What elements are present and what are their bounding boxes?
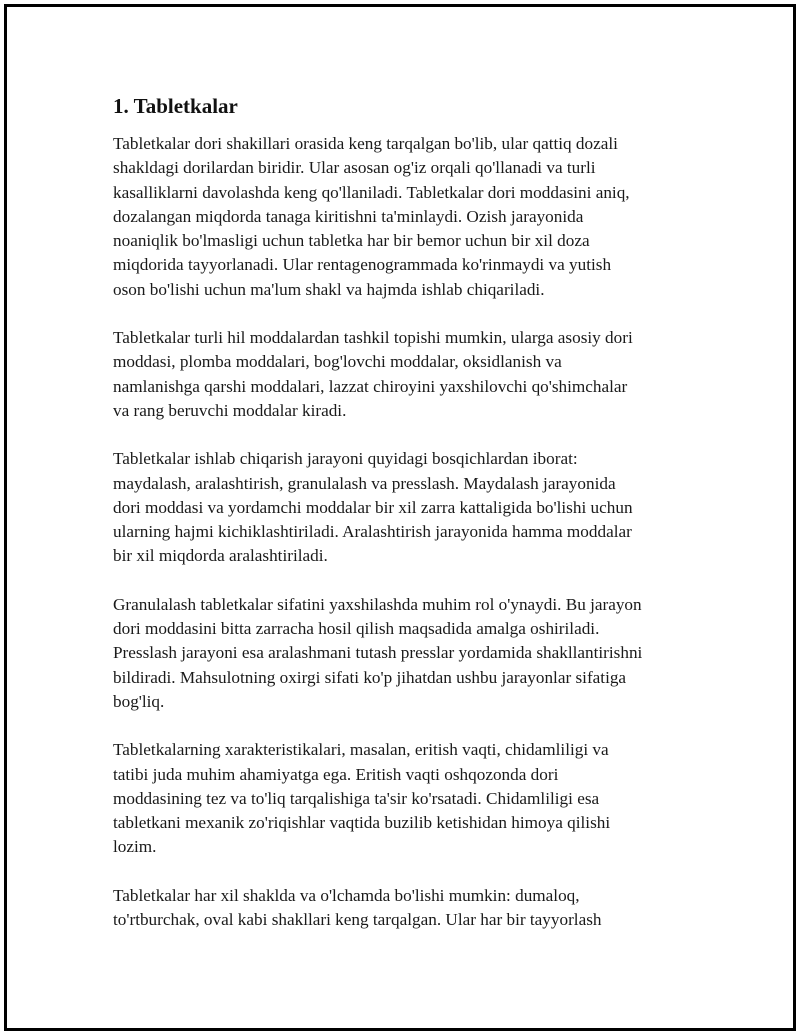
paragraph-3: Tabletkalar ishlab chiqarish jarayoni quyidagi bosqichlardan iborat: maydalash, aralashtirish, granulalash va presslash. Maydalash jarayonida dori moddasi va yordamchi moddalar bir xil zarra kattaligida bo'lishi uchun ularning hajmi kichiklashtiriladi. Aralashtirish jarayonida hamma moddalar bir xil miqdorda aralashtiriladi. [113,449,633,566]
paragraph-5: Tabletkalarning xarakteristikalari, masalan, eritish vaqti, chidamliligi va tatibi juda muhim ahamiyatga ega. Eritish vaqti oshqozonda dori moddasining tez va to'liq tarqalishiga ta'sir ko'rsatadi. Chidamliligi esa tabletkani mexanik zo'riqishlar vaqtida buzilib ketishidan himoya qilishi lozim. [113,740,611,857]
section-heading: 1. Tabletkalar [113,94,238,118]
paragraph-1: Tabletkalar dori shakillari orasida keng tarqalgan bo'lib, ular qattiq dozali shakldagi dorilardan biridir. Ular asosan og'iz orqali qo'llanadi va turli kasalliklarni davolashda keng qo'llaniladi. Tabletkalar dori moddasini aniq, dozalangan miqdorda tanaga kiritishni ta'minlaydi. Ozish jarayonida noaniqlik bo'lmasligi uchun tabletka har bir bemor uchun bir xil doza miqdorida tayyorlanadi. Ular rentagenogrammada ko'rinmaydi va yutish oson bo'lishi uchun ma'lum shakl va hajmda ishlab chiqariladi. [113,134,630,299]
paragraph-2: Tabletkalar turli hil moddalardan tashkil topishi mumkin, ularga asosiy dori moddasi, plomba moddalari, bog'lovchi moddalar, oksidlanish va namlanishga qarshi moddalari, lazzat chiroyini yaxshilovchi qo'shimchalar va rang beruvchi moddalar kiradi. [113,328,633,420]
document-body [113,92,693,956]
paragraph-6: Tabletkalar har xil shaklda va o'lchamda bo'lishi mumkin: dumaloq, to'rtburchak, oval kabi shakllari keng tarqalgan. Ular har bir tayyorlash [113,885,602,930]
paragraph-4: Granulalash tabletkalar sifatini yaxshilashda muhim rol o'ynaydi. Bu jarayon dori moddasini bitta zarracha hosil qilish maqsadida amalga oshiriladi. Presslash jarayoni esa aralashmani tutash presslar yordamida shakllantirishni bildiradi. Mahsulotning oxirgi sifati ko'p jihatdan ushbu jarayonlar sifatiga bog'liq. [113,594,643,711]
